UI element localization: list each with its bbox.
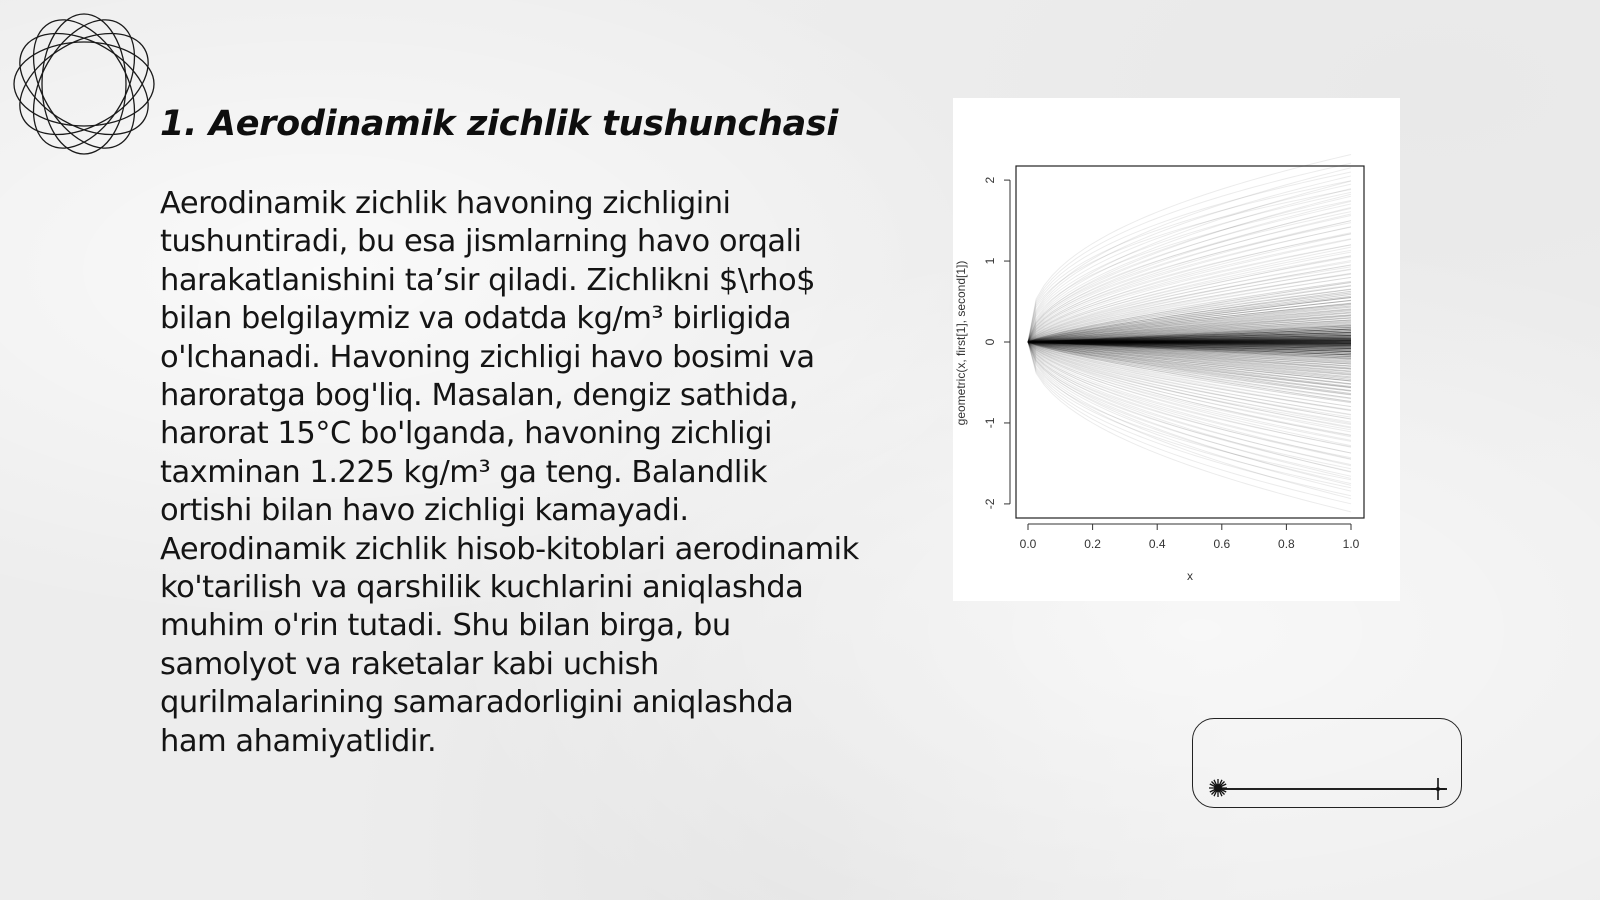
slider-track[interactable] <box>1215 788 1447 790</box>
y-tick-label: -1 <box>983 417 997 429</box>
logo-ring <box>42 14 126 154</box>
y-tick-label: 2 <box>983 176 997 184</box>
x-axis <box>1020 524 1360 551</box>
line-chart <box>953 98 1400 601</box>
y-tick-label: 1 <box>983 257 997 265</box>
x-tick-label: 0.4 <box>1148 537 1166 551</box>
slide-title: 1. Aerodinamik zichlik tushunchasi <box>160 104 839 144</box>
series-lines <box>1028 155 1351 512</box>
cross-marker-icon[interactable] <box>1429 777 1447 801</box>
logo-ring <box>13 10 156 158</box>
logo-ring <box>10 13 158 156</box>
x-tick-label: 0.6 <box>1213 537 1231 551</box>
x-tick-label: 0.8 <box>1278 537 1295 551</box>
x-axis-label: x <box>1187 569 1193 583</box>
y-tick-label: 0 <box>983 338 997 346</box>
x-tick-label: 0.0 <box>1019 537 1037 551</box>
x-tick-label: 0.2 <box>1084 537 1101 551</box>
chart-panel <box>953 98 1400 601</box>
logo-ring <box>10 13 158 156</box>
timeline-slider[interactable] <box>1192 718 1462 808</box>
y-axis <box>983 176 1010 509</box>
x-tick-label: 1.0 <box>1342 537 1360 551</box>
logo-ring <box>14 42 154 126</box>
slide-body-text: Aerodinamik zichlik havoning zichligini tushuntiradi, bu esa jismlarning havo orqali harakatlanishini ta’sir qiladi. Zichlikni $\rho$ bilan belgilaymiz va odatda kg/m³ birligida o'lchanadi. Havoning zichligi havo bosimi va haroratga bog'liq. Masalan, dengiz sathida, harorat 15°C bo'lganda, havoning zichligi taxminan 1.225 kg/m³ ga teng. Balandlik ortishi bilan havo zichligi kamayadi. Aerodinamik zichlik hisob-kitoblari aerodinamik ko'tarilish va qarshilik kuchlarini aniqlashda muhim o'rin tutadi. Shu bilan birga, bu samolyot va raketalar kabi uchish qurilmalarining samaradorligini aniqlashda ham ahamiyatlidir. <box>160 186 859 759</box>
logo-ring <box>13 10 156 158</box>
sun-burst-icon[interactable] <box>1207 777 1229 799</box>
y-axis-label: geometric(x, first[1], second[1]) <box>954 260 968 426</box>
y-tick-label: -2 <box>983 498 997 510</box>
spirograph-rings-icon <box>10 10 158 158</box>
